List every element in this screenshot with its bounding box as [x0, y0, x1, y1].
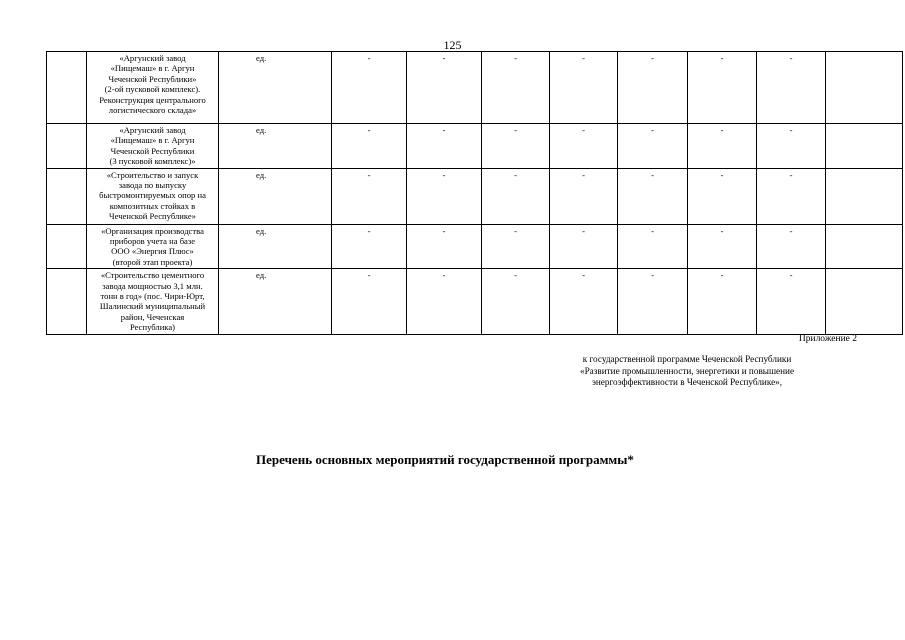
table-row	[47, 168, 903, 224]
measure-name-line: «Строительство цементного	[100, 270, 205, 281]
measure-name-line: приборов учета на базе	[109, 236, 196, 247]
value-cell	[826, 124, 903, 169]
value-cell: -	[407, 224, 482, 269]
value-cell: -	[618, 124, 688, 169]
measure-name-line: «Пищемаш» в г. Аргун	[110, 135, 195, 146]
value-cell: -	[688, 269, 757, 335]
value-cell: -	[550, 224, 618, 269]
value-cell	[826, 52, 903, 124]
measure-name-line: «Организация производства	[101, 225, 204, 236]
value-cell: -	[482, 124, 550, 169]
page-number: 125	[443, 38, 462, 52]
value-cell: -	[482, 269, 550, 335]
row-number-cell	[47, 269, 87, 335]
measure-name-line: (3 пусковой комплекс)»	[109, 156, 196, 167]
value-cell: -	[550, 269, 618, 335]
value-cell: -	[407, 269, 482, 335]
appendix-ref-line: энергоэффективности в Чеченской Республике»,	[591, 377, 783, 388]
value-cell: -	[550, 124, 618, 169]
value-cell: -	[482, 168, 550, 224]
value-cell: -	[618, 168, 688, 224]
measure-name-line: «Аргунский завод	[119, 125, 186, 135]
measures-table	[46, 51, 903, 335]
measure-name-line: логистического склада»	[108, 105, 197, 116]
measure-name-cell	[87, 124, 219, 169]
measure-name-line: ООО «Энергия Плюс»	[111, 246, 194, 257]
unit-cell: ед.	[219, 224, 332, 269]
value-cell: -	[332, 124, 407, 169]
table-row	[47, 224, 903, 269]
measure-name-line: Шалинский муниципальный	[99, 301, 206, 312]
measure-name-cell	[87, 269, 219, 335]
measure-name-line: Чеченской Республике»	[109, 211, 196, 222]
value-cell: -	[688, 168, 757, 224]
appendix-ref-line: к государственной программе Чеченской Республики	[582, 354, 792, 364]
value-cell: -	[688, 224, 757, 269]
value-cell: -	[618, 52, 688, 124]
value-cell	[826, 269, 903, 335]
measure-name-line: «Пищемаш» в г. Аргун	[110, 63, 195, 74]
appendix-reference	[527, 354, 847, 389]
value-cell: -	[482, 224, 550, 269]
value-cell: -	[482, 52, 550, 124]
table-body	[47, 52, 903, 335]
value-cell: -	[407, 52, 482, 124]
measure-name-cell	[87, 52, 219, 124]
measure-name-line: Чеченской Республики	[110, 145, 195, 156]
unit-cell: ед.	[219, 269, 332, 335]
unit-cell: ед.	[219, 124, 332, 169]
value-cell: -	[550, 52, 618, 124]
row-number-cell	[47, 124, 87, 169]
measure-name-line: «Аргунский завод	[119, 53, 186, 63]
appendix-ref-line: «Развитие промышленности, энергетики и повышение	[579, 365, 795, 376]
measure-name-line: «Строительство и запуск	[106, 169, 199, 180]
value-cell: -	[757, 168, 826, 224]
unit-cell: ед.	[219, 168, 332, 224]
value-cell: -	[550, 168, 618, 224]
appendix-label: Приложение 2	[798, 334, 857, 344]
list-title: Перечень основных мероприятий государственной программы*	[256, 452, 634, 467]
measure-name-line: Республика)	[129, 322, 176, 333]
row-number-cell	[47, 168, 87, 224]
value-cell	[826, 168, 903, 224]
value-cell: -	[407, 168, 482, 224]
measure-name-line: завода мощностью 3,1 млн.	[102, 280, 203, 291]
table-row	[47, 124, 903, 169]
measure-name-line: район, Чеченская	[120, 311, 185, 322]
table-row	[47, 52, 903, 124]
table-row	[47, 269, 903, 335]
value-cell: -	[757, 124, 826, 169]
measure-name-line: Чеченской Республики»	[108, 73, 197, 84]
value-cell: -	[332, 52, 407, 124]
value-cell: -	[407, 124, 482, 169]
value-cell: -	[332, 168, 407, 224]
measure-name-cell	[87, 224, 219, 269]
row-number-cell	[47, 52, 87, 124]
measure-name-line: тонн в год» (пос. Чири-Юрт,	[100, 291, 205, 302]
value-cell: -	[332, 269, 407, 335]
measure-name-line: завода по выпуску	[118, 180, 187, 191]
row-number-cell	[47, 224, 87, 269]
measure-name-line: (2-ой пусковой комплекс).	[104, 84, 201, 95]
measure-name-cell	[87, 168, 219, 224]
value-cell: -	[688, 124, 757, 169]
value-cell	[826, 224, 903, 269]
value-cell: -	[618, 224, 688, 269]
value-cell: -	[332, 224, 407, 269]
measure-name-line: быстромонтируемых опор на	[99, 190, 206, 201]
unit-cell: ед.	[219, 52, 332, 124]
measure-name-line: Реконструкция центрального	[99, 94, 206, 105]
measure-name-line: композитных стойках в	[109, 200, 196, 211]
value-cell: -	[688, 52, 757, 124]
value-cell: -	[618, 269, 688, 335]
value-cell: -	[757, 52, 826, 124]
measure-name-line: (второй этап проекта)	[112, 256, 193, 267]
value-cell: -	[757, 269, 826, 335]
value-cell: -	[757, 224, 826, 269]
